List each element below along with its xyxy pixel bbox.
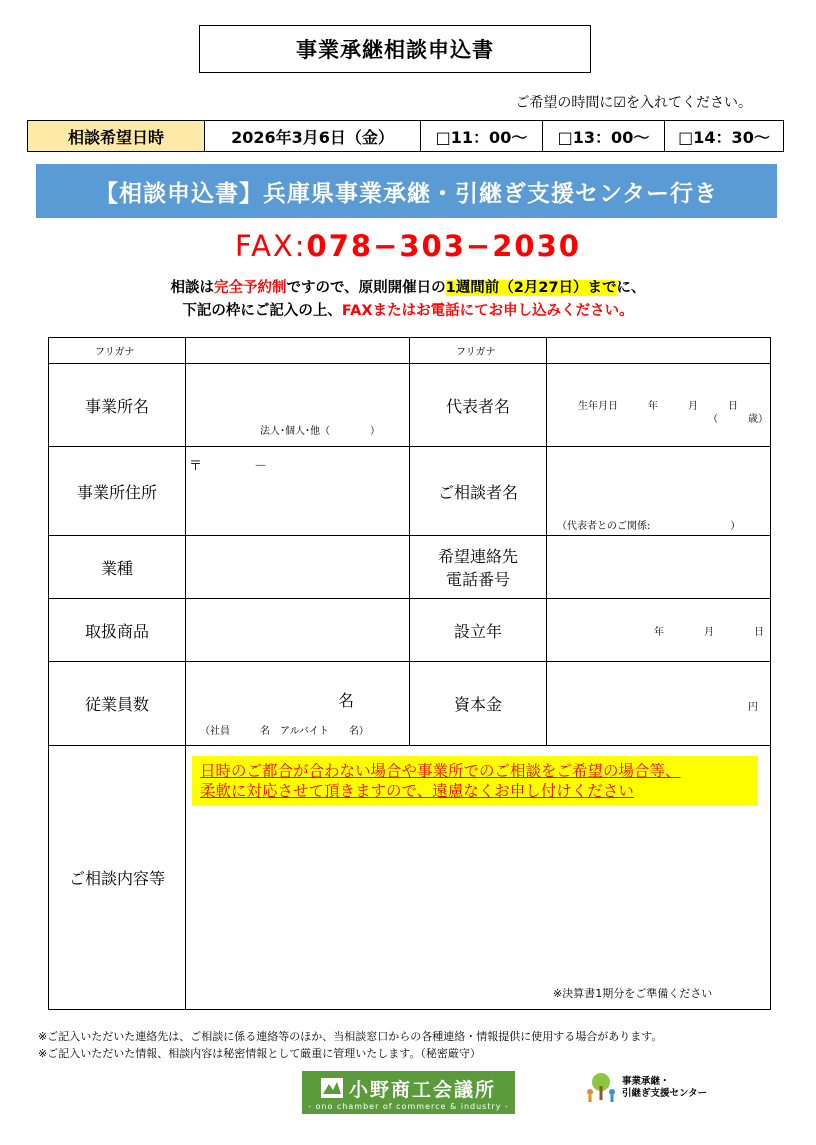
- capital-label: 資本金: [410, 662, 547, 746]
- notice-text: に、: [616, 280, 646, 296]
- employees-unit: 名: [338, 691, 355, 710]
- center-name-line1: 事業承継・: [622, 1076, 670, 1087]
- checkbox-instruction: ご希望の時間に☑を入れてください。: [515, 95, 752, 111]
- employees-label: 従業員数: [49, 662, 186, 746]
- notice-line-2: [0, 299, 816, 320]
- established-field[interactable]: [547, 599, 771, 662]
- date-value: 2026年3月6日（金）: [205, 121, 421, 151]
- time-slot-1430[interactable]: □14：30～: [678, 127, 770, 147]
- contact-person-field[interactable]: [547, 447, 771, 536]
- ono-chamber-english: - ono chamber of commerce & industry -: [308, 1101, 509, 1111]
- phone-label: [410, 536, 547, 599]
- fax-number: [0, 229, 816, 263]
- date-label: 相談希望日時: [28, 121, 205, 151]
- date-row: [27, 120, 784, 152]
- notice-reservation: 完全予約制: [213, 280, 287, 296]
- established-date-text: 年 月 日: [654, 627, 764, 638]
- rep-name-field[interactable]: [547, 364, 771, 447]
- ono-chamber-logo: [302, 1071, 515, 1114]
- notice-method: FAXまたはお電話にてお申し込みください。: [341, 303, 634, 319]
- succession-center-logo: [584, 1072, 707, 1104]
- destination-banner: 【相談申込書】兵庫県事業承継・引継ぎ支援センター行き: [36, 164, 777, 218]
- footer-note-1: ※ご記入いただいた連絡先は、ご相談に係る連絡等のほか、当相談窓口からの各種連絡・情報提供に使用する場合があります。: [38, 1030, 663, 1043]
- notice-text: ですので、原則開催日の: [286, 280, 446, 296]
- time-slot-1300[interactable]: □13：00～: [543, 121, 665, 151]
- office-name-field[interactable]: [186, 364, 410, 447]
- form-title: 事業承継相談申込書: [199, 25, 591, 73]
- rep-furigana-field[interactable]: [547, 338, 771, 364]
- footer-note-2: ※ご記入いただいた情報、相談内容は秘密情報として厳重に管理いたします。（秘密厳守）: [38, 1047, 481, 1060]
- consult-note-line1: 日時のご都合が合わない場合や事業所でのご相談をご希望の場合等、: [200, 762, 681, 780]
- consult-note-line2: 柔軟に対応させて頂きますので、遠慮なくお申し付けください: [200, 782, 634, 800]
- application-form: [48, 337, 771, 1010]
- time-slot-1100[interactable]: □11：00～: [421, 121, 543, 151]
- notice-text: 相談は: [170, 280, 214, 296]
- fax-digits: 078−303−2030: [306, 229, 581, 263]
- fax-prefix: FAX:: [235, 229, 307, 263]
- products-field[interactable]: [186, 599, 410, 662]
- industry-label: 業種: [49, 536, 186, 599]
- yen-unit: 円: [748, 702, 758, 713]
- tree-people-icon: [584, 1072, 618, 1104]
- employees-breakdown: （社員 名 アルバイト 名）: [200, 726, 369, 737]
- consult-note: [192, 756, 758, 806]
- phone-field[interactable]: [547, 536, 771, 599]
- products-label: 取扱商品: [49, 599, 186, 662]
- established-label: 設立年: [410, 599, 547, 662]
- postal-mark: 〒 －: [189, 459, 268, 474]
- birthdate-text: 生年月日 年 月 日: [578, 401, 738, 412]
- notice-deadline: 1週間前（2月27日）まで: [445, 280, 617, 296]
- consult-label: ご相談内容等: [49, 746, 186, 1010]
- office-furigana-field[interactable]: [186, 338, 410, 364]
- address-field[interactable]: [186, 447, 410, 536]
- office-name-label: 事業所名: [49, 364, 186, 447]
- address-label: 事業所住所: [49, 447, 186, 536]
- furigana-label: フリガナ: [410, 338, 547, 364]
- phone-label-line1: 希望連絡先: [437, 547, 518, 566]
- notice-line-1: [0, 276, 816, 297]
- phone-label-line2: 電話番号: [445, 570, 510, 589]
- employees-field[interactable]: [186, 662, 410, 746]
- contact-person-label: ご相談者名: [410, 447, 547, 536]
- age-text: （ 歳）: [708, 414, 768, 425]
- rep-name-label: 代表者名: [410, 364, 547, 447]
- industry-field[interactable]: [186, 536, 410, 599]
- notice-text: 下記の枠にご記入の上、: [182, 303, 342, 319]
- capital-field[interactable]: [547, 662, 771, 746]
- chamber-mark-icon: [321, 1078, 343, 1098]
- center-name-line2: 引継ぎ支援センター: [622, 1088, 708, 1099]
- relation-text: （代表者とのご関係: ）: [557, 521, 741, 532]
- ono-chamber-name: 小野商工会議所: [348, 1078, 496, 1101]
- furigana-label: フリガナ: [49, 338, 186, 364]
- documents-note: ※決算書1期分をご準備ください: [553, 987, 713, 1000]
- corp-type-text: 法人･個人･他（ ）: [260, 426, 380, 437]
